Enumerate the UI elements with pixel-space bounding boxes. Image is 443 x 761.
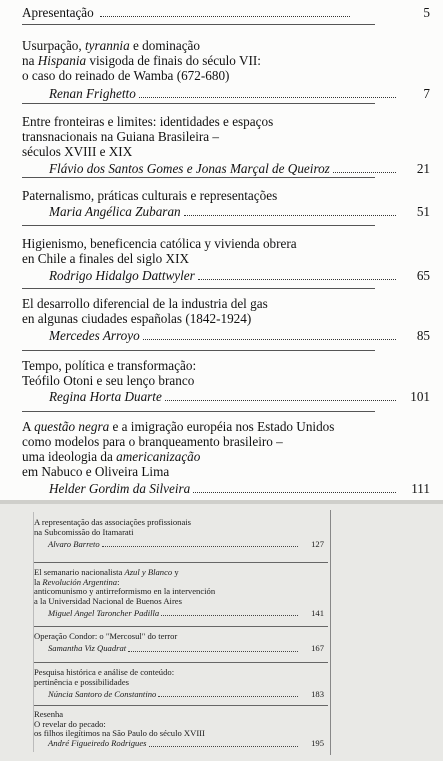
dot-leader bbox=[128, 650, 298, 652]
title-part-italic: Azul y Blanco bbox=[124, 567, 173, 577]
page-number: 183 bbox=[311, 688, 324, 699]
scan-edge bbox=[0, 500, 443, 504]
title-part-italic: americanização bbox=[116, 449, 201, 464]
author-row bbox=[49, 328, 430, 343]
entry-author: Flávio dos Santos Gomes e Jonas Marçal de Queiroz bbox=[49, 161, 330, 176]
author-row bbox=[48, 539, 324, 549]
entry-author: Miguel Angel Taroncher Padilla bbox=[48, 607, 160, 618]
title-part-italic: questão negra bbox=[34, 419, 110, 434]
toc-entry[interactable] bbox=[22, 188, 430, 219]
section-label: Resenha bbox=[34, 709, 64, 719]
entry-title-line bbox=[22, 419, 430, 434]
title-part: e dominação bbox=[129, 38, 200, 53]
entry-author: Helder Gordim da Silveira bbox=[49, 481, 191, 496]
dot-leader bbox=[193, 491, 396, 493]
entry-title-line: séculos XVIII e XIX bbox=[22, 144, 133, 159]
divider bbox=[22, 177, 375, 178]
entry-author: Alvaro Barreto bbox=[48, 538, 100, 549]
dot-leader bbox=[143, 338, 396, 340]
author-row bbox=[49, 161, 430, 176]
toc-entry[interactable] bbox=[22, 419, 430, 496]
page-number: 51 bbox=[416, 204, 430, 219]
dot-leader bbox=[139, 96, 396, 98]
title-part: na bbox=[22, 53, 38, 68]
author-row bbox=[49, 481, 430, 496]
title-part: uma ideologia da bbox=[22, 449, 117, 464]
entry-title-line bbox=[22, 449, 430, 464]
entry-author: Renan Frighetto bbox=[49, 86, 136, 101]
toc-entry[interactable] bbox=[34, 668, 324, 699]
entry-title-line: A representação das associações profissionais bbox=[34, 517, 192, 527]
title-part: El semanario nacionalista bbox=[34, 567, 125, 577]
title-part: la bbox=[34, 576, 43, 587]
entry-title-line: Pesquisa histórica e análise de conteúdo: bbox=[34, 667, 175, 677]
dot-leader bbox=[198, 278, 396, 280]
entry-title-line: Teófilo Otoni e seu lenço branco bbox=[22, 373, 195, 388]
author-row bbox=[49, 389, 430, 404]
title-part-italic: Revolución Argentina bbox=[42, 576, 118, 587]
divider bbox=[22, 288, 375, 289]
toc-entry[interactable] bbox=[34, 518, 324, 549]
entry-title-line: o caso do reinado de Wamba (672-680) bbox=[22, 68, 230, 83]
author-row bbox=[49, 86, 430, 101]
entry-title-line: transnacionais na Guiana Brasileira – bbox=[22, 129, 220, 144]
entry-title-line: anticomunismo y antirreformismo en la intervención bbox=[34, 586, 216, 597]
dot-leader bbox=[161, 614, 298, 616]
toc-entry[interactable] bbox=[34, 710, 324, 749]
title-part: Usurpação, bbox=[22, 38, 85, 53]
dot-leader bbox=[100, 15, 350, 17]
entry-author: Regina Horta Duarte bbox=[49, 389, 162, 404]
divider bbox=[22, 411, 375, 412]
entry-title-line: em Nabuco e Oliveira Lima bbox=[22, 464, 170, 479]
toc-entry[interactable] bbox=[34, 632, 324, 654]
entry-author: Rodrigo Hidalgo Dattwyler bbox=[49, 268, 195, 283]
dot-leader bbox=[165, 399, 396, 401]
page-number: 65 bbox=[416, 268, 430, 283]
entry-title-line: en Chile a finales del siglo XIX bbox=[22, 251, 190, 266]
entry-title-line: Paternalismo, práticas culturais e representações bbox=[22, 188, 278, 203]
title-part: A bbox=[22, 419, 35, 434]
divider bbox=[34, 626, 328, 627]
page-number: 195 bbox=[311, 738, 324, 749]
entry-title-line: Higienismo, beneficencia católica y vivienda obrera bbox=[22, 236, 297, 251]
toc-entry[interactable] bbox=[34, 568, 324, 618]
toc-entry[interactable] bbox=[22, 114, 430, 176]
page-number: 7 bbox=[423, 86, 430, 101]
toc-entry[interactable] bbox=[22, 236, 430, 283]
entry-title-line: a la Universidad Nacional de Buenos Aires bbox=[34, 595, 182, 606]
entry-author: André Figueiredo Rodrigues bbox=[48, 738, 147, 749]
page-number: 21 bbox=[416, 161, 430, 176]
page-number: 141 bbox=[311, 607, 324, 618]
title-part-italic: Hispania bbox=[37, 53, 87, 68]
entry-title-line bbox=[22, 38, 430, 53]
title-part: visigoda de finais do século VII: bbox=[86, 53, 261, 68]
divider bbox=[22, 350, 375, 351]
entry-title-line: Entre fronteiras e limites: identidades e espaços bbox=[22, 114, 274, 129]
entry-title-line: en algunas ciudades españolas (1842-1924) bbox=[22, 311, 252, 326]
divider bbox=[22, 103, 375, 104]
entry-title-line: pertinência e possibilidades bbox=[34, 676, 129, 687]
page-number: 5 bbox=[423, 5, 430, 20]
author-row bbox=[48, 644, 324, 654]
title-part-italic: tyrannia bbox=[84, 38, 130, 53]
entry-title: Apresentação bbox=[22, 5, 94, 20]
divider bbox=[34, 662, 328, 663]
dot-leader bbox=[102, 545, 298, 547]
dot-leader bbox=[184, 214, 396, 216]
entry-title-line: El desarrollo diferencial de la industria del gas bbox=[22, 296, 268, 311]
author-row bbox=[49, 204, 430, 219]
author-row bbox=[48, 739, 324, 749]
divider bbox=[22, 24, 375, 25]
entry-title-line: como modelos para o branqueamento brasileiro – bbox=[22, 434, 283, 449]
dot-leader bbox=[149, 745, 299, 747]
author-row bbox=[48, 689, 324, 699]
divider bbox=[22, 225, 375, 226]
entry-title-line: na Subcomissão do Itamarati bbox=[34, 526, 134, 537]
page-number: 85 bbox=[416, 328, 430, 343]
toc-continuation-section bbox=[0, 500, 443, 761]
entry-author: Maria Angélica Zubaran bbox=[49, 204, 181, 219]
entry-title-line: Operação Condor: o "Mercosul" do terror bbox=[34, 631, 178, 641]
page-number: 127 bbox=[311, 538, 324, 549]
dot-leader bbox=[333, 171, 396, 173]
entry-title-line: Tempo, política e transformação: bbox=[22, 358, 197, 373]
author-row bbox=[49, 268, 430, 283]
toc-entry-apresentacao[interactable] bbox=[22, 5, 430, 20]
entry-author: Samantha Viz Quadrat bbox=[48, 643, 127, 653]
page-number: 167 bbox=[311, 643, 324, 653]
entry-title-line: os filhos ilegítimos na São Paulo do século XVIII bbox=[34, 728, 205, 739]
toc-entry[interactable] bbox=[22, 296, 430, 343]
author-row bbox=[48, 608, 324, 618]
toc-entry[interactable] bbox=[22, 358, 430, 404]
entry-author: Núncia Santoro de Constantino bbox=[48, 688, 157, 699]
margin-rule bbox=[330, 510, 331, 755]
entry-author: Mercedes Arroyo bbox=[49, 328, 140, 343]
toc-entry[interactable] bbox=[22, 38, 430, 101]
entry-title-line: O revelar do pecado: bbox=[34, 718, 106, 729]
page-number: 111 bbox=[411, 481, 430, 496]
entry-title-line bbox=[22, 53, 430, 68]
divider bbox=[34, 705, 328, 706]
title-part: : bbox=[117, 576, 120, 587]
page-number: 101 bbox=[410, 389, 430, 404]
dot-leader bbox=[158, 695, 298, 697]
divider bbox=[34, 562, 328, 563]
title-part: e a imigração européia nos Estado Unidos bbox=[109, 419, 335, 434]
title-part: y bbox=[172, 567, 179, 577]
